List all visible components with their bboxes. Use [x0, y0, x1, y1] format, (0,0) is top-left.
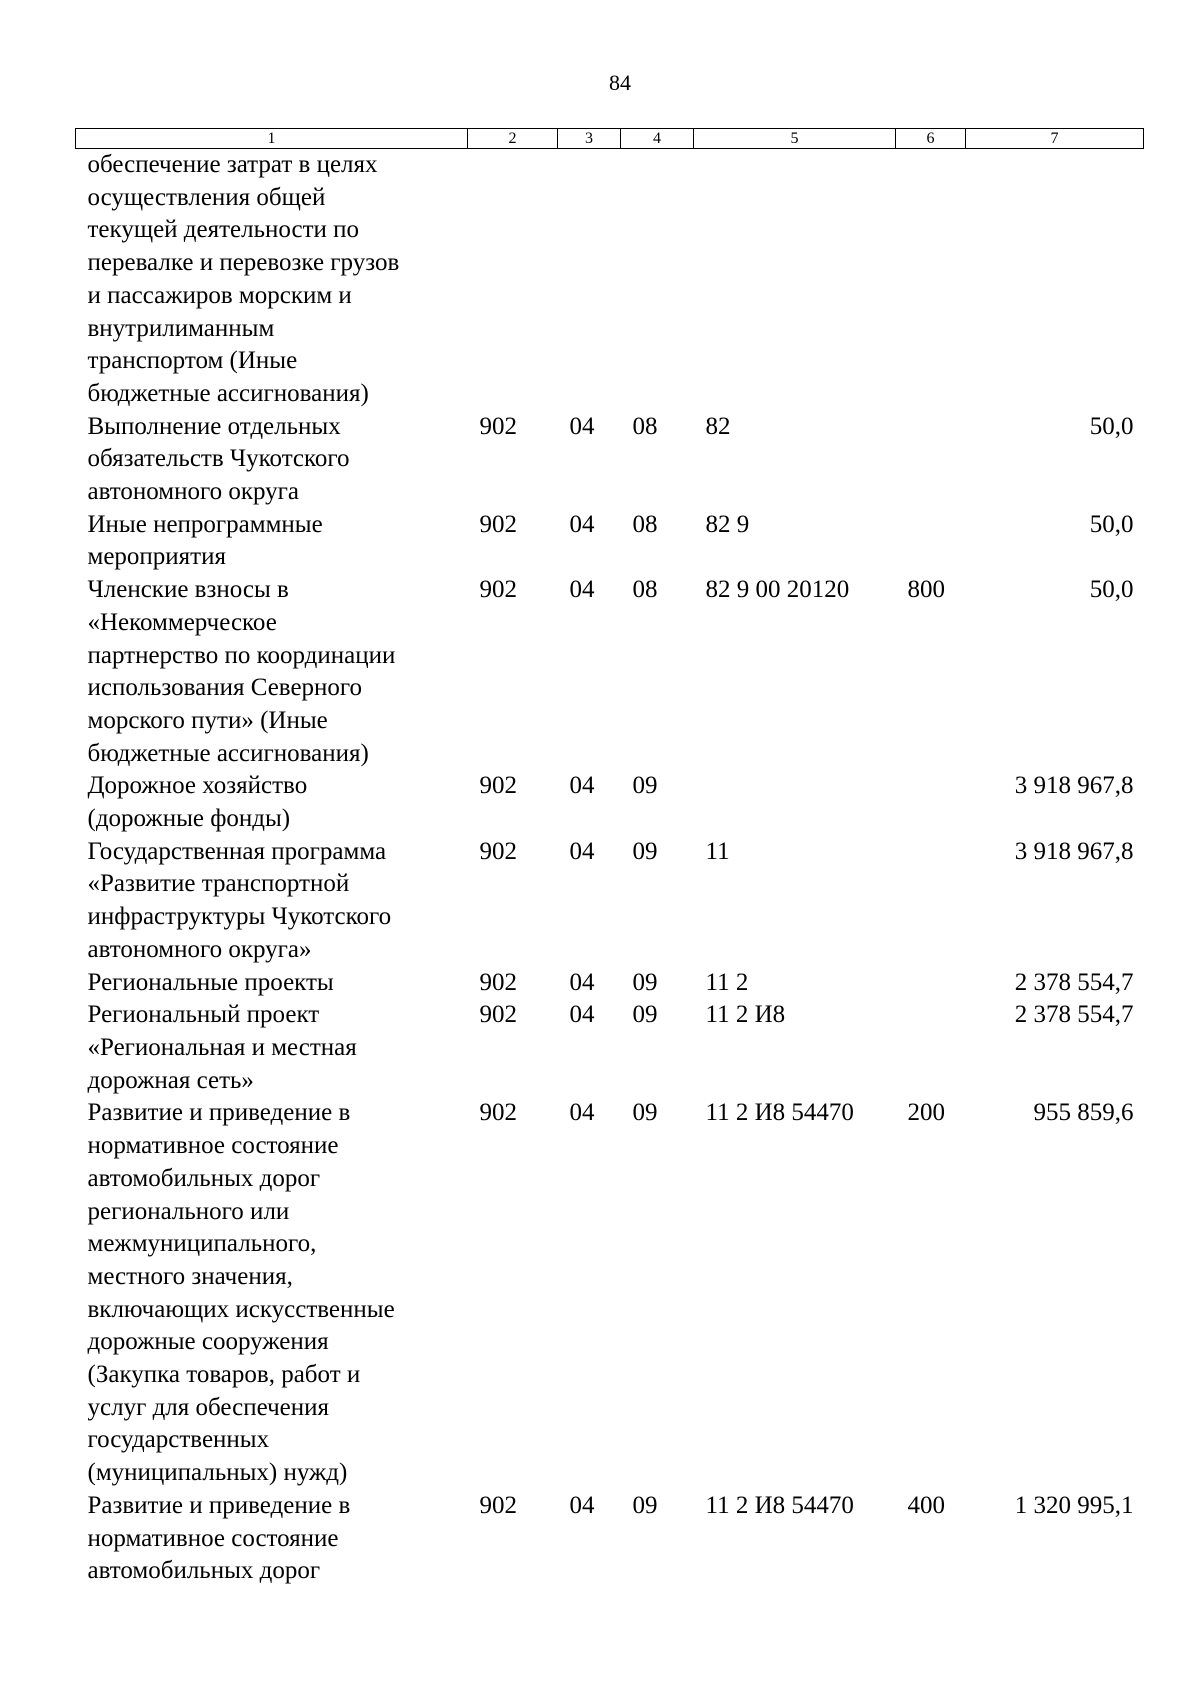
- description-line: регионального или: [87, 1197, 290, 1225]
- description-line: перевалке и перевозке грузов: [87, 249, 400, 277]
- table-row: [76, 967, 1144, 1000]
- description-line: Выполнение отдельных: [87, 412, 341, 440]
- section-code: 04: [569, 837, 595, 865]
- ministry-code: 902: [479, 837, 517, 865]
- expense-type-code: 200: [907, 1099, 945, 1127]
- row-description: [76, 836, 468, 967]
- description-line: межмуниципального,: [87, 1230, 317, 1258]
- column-header-4: 4: [621, 129, 694, 149]
- column-header-3: 3: [558, 129, 621, 149]
- expense-type-code: [896, 770, 966, 835]
- subsection-code: 09: [632, 1099, 658, 1127]
- description-line: мероприятия: [87, 543, 226, 571]
- column-number-header: [76, 129, 1144, 149]
- description-line: обеспечение затрат в целях: [87, 151, 378, 178]
- ministry-code: [468, 149, 558, 411]
- description-line: бюджетные ассигнования): [87, 379, 369, 407]
- row-description: [76, 999, 468, 1097]
- description-line: автомобильных дорог: [87, 1557, 321, 1585]
- description-line: нормативное состояние: [87, 1132, 339, 1160]
- row-description: [76, 967, 468, 1000]
- table-row: [76, 770, 1144, 835]
- description-line: осуществления общей: [87, 183, 326, 211]
- table-row: [76, 574, 1144, 770]
- amount: [966, 149, 1144, 411]
- column-header-2: 2: [468, 129, 558, 149]
- description-line: автономного округа»: [87, 935, 312, 963]
- target-article-code: 82 9 00 20120: [705, 576, 850, 604]
- table-row: [76, 149, 1144, 411]
- description-line: инфраструктуры Чукотского: [87, 903, 392, 931]
- amount: 50,0: [1089, 412, 1134, 440]
- expense-type-code: [896, 836, 966, 967]
- description-line: обязательств Чукотского: [87, 445, 350, 473]
- section-code: 04: [569, 510, 595, 538]
- description-line: услуг для обеспечения: [87, 1393, 330, 1421]
- ministry-code: 902: [479, 772, 517, 800]
- description-line: автомобильных дорог: [87, 1164, 321, 1192]
- expense-type-code: [896, 999, 966, 1097]
- amount: 3 918 967,8: [1014, 837, 1134, 865]
- row-description: [76, 1097, 468, 1489]
- row-description: [76, 411, 468, 509]
- amount: 3 918 967,8: [1014, 772, 1134, 800]
- description-line: текущей деятельности по: [87, 216, 360, 244]
- subsection-code: 08: [632, 576, 658, 604]
- table-body: [76, 149, 1144, 1588]
- description-line: нормативное состояние: [87, 1524, 339, 1552]
- target-article-code: 11 2: [705, 968, 749, 996]
- table-row: [76, 999, 1144, 1097]
- description-line: дорожные сооружения: [87, 1328, 329, 1356]
- description-line: партнерство по координации: [87, 641, 396, 669]
- description-line: дорожная сеть»: [87, 1066, 254, 1094]
- description-line: Дорожное хозяйство: [87, 772, 308, 800]
- description-line: (муниципальных) нужд): [87, 1459, 348, 1487]
- row-description: [76, 1490, 468, 1588]
- target-article-code: [694, 149, 896, 411]
- description-line: «Развитие транспортной: [87, 870, 350, 898]
- description-line: и пассажиров морским и: [87, 281, 352, 309]
- expense-type-code: [896, 149, 966, 411]
- description-line: транспортом (Иные: [87, 347, 298, 375]
- description-line: «Региональная и местная: [87, 1033, 357, 1061]
- amount: 50,0: [1089, 576, 1134, 604]
- amount: 1 320 995,1: [1014, 1491, 1134, 1519]
- target-article-code: 11 2 И8 54470: [705, 1491, 854, 1519]
- table-row: [76, 509, 1144, 574]
- subsection-code: 08: [632, 412, 658, 440]
- description-line: бюджетные ассигнования): [87, 739, 369, 767]
- section-code: 04: [569, 772, 595, 800]
- subsection-code: 09: [632, 1491, 658, 1519]
- budget-table: [75, 128, 1144, 1588]
- subsection-code: 08: [632, 510, 658, 538]
- section-code: 04: [569, 968, 595, 996]
- column-header-5: 5: [694, 129, 896, 149]
- amount: 2 378 554,7: [1014, 968, 1134, 996]
- description-line: автономного округа: [87, 478, 300, 506]
- section-code: 04: [569, 576, 595, 604]
- column-header-7: 7: [966, 129, 1144, 149]
- ministry-code: 902: [479, 510, 517, 538]
- target-article-code: 82 9: [705, 510, 750, 538]
- section-code: 04: [569, 1099, 595, 1127]
- ministry-code: 902: [479, 968, 517, 996]
- section-code: 04: [569, 1001, 595, 1029]
- description-line: Региональные проекты: [87, 968, 334, 996]
- table-row: [76, 1490, 1144, 1588]
- description-line: Развитие и приведение в: [87, 1099, 351, 1127]
- subsection-code: 09: [632, 968, 658, 996]
- table-row: [76, 1097, 1144, 1489]
- description-line: внутрилиманным: [87, 314, 275, 342]
- column-header-6: 6: [896, 129, 966, 149]
- table-row: [76, 411, 1144, 509]
- target-article-code: [694, 770, 896, 835]
- description-line: Региональный проект: [87, 1001, 320, 1029]
- row-description: [76, 509, 468, 574]
- description-line: (Закупка товаров, работ и: [87, 1361, 361, 1389]
- table-row: [76, 836, 1144, 967]
- expense-type-code: [896, 411, 966, 509]
- description-line: Развитие и приведение в: [87, 1491, 351, 1519]
- ministry-code: 902: [479, 1001, 517, 1029]
- description-line: «Некоммерческое: [87, 608, 277, 636]
- page-number: 84: [609, 70, 631, 95]
- ministry-code: 902: [479, 1491, 517, 1519]
- subsection-code: [621, 149, 694, 411]
- expense-type-code: [896, 509, 966, 574]
- row-description: [76, 770, 468, 835]
- expense-type-code: [896, 967, 966, 1000]
- target-article-code: 82: [705, 412, 731, 440]
- subsection-code: 09: [632, 772, 658, 800]
- column-header-1: 1: [76, 129, 468, 149]
- description-line: (дорожные фонды): [87, 805, 291, 833]
- ministry-code: 902: [479, 576, 517, 604]
- expense-type-code: 400: [907, 1491, 945, 1519]
- row-description: [76, 149, 468, 411]
- ministry-code: 902: [479, 412, 517, 440]
- section-code: 04: [569, 1491, 595, 1519]
- description-line: Членские взносы в: [87, 576, 289, 604]
- amount: 50,0: [1089, 510, 1134, 538]
- description-line: государственных: [87, 1426, 270, 1454]
- description-line: Иные непрограммные: [87, 510, 323, 538]
- amount: 2 378 554,7: [1014, 1001, 1134, 1029]
- expense-type-code: 800: [907, 576, 945, 604]
- subsection-code: 09: [632, 1001, 658, 1029]
- description-line: включающих искусственные: [87, 1295, 395, 1323]
- target-article-code: 11: [705, 837, 730, 865]
- description-line: местного значения,: [87, 1262, 293, 1290]
- row-description: [76, 574, 468, 770]
- section-code: 04: [569, 412, 595, 440]
- section-code: [558, 149, 621, 411]
- target-article-code: 11 2 И8: [705, 1001, 786, 1029]
- target-article-code: 11 2 И8 54470: [705, 1099, 854, 1127]
- description-line: морского пути» (Иные: [87, 706, 328, 734]
- ministry-code: 902: [479, 1099, 517, 1127]
- amount: 955 859,6: [1033, 1099, 1134, 1127]
- subsection-code: 09: [632, 837, 658, 865]
- description-line: использования Северного: [87, 674, 363, 702]
- description-line: Государственная программа: [87, 837, 387, 865]
